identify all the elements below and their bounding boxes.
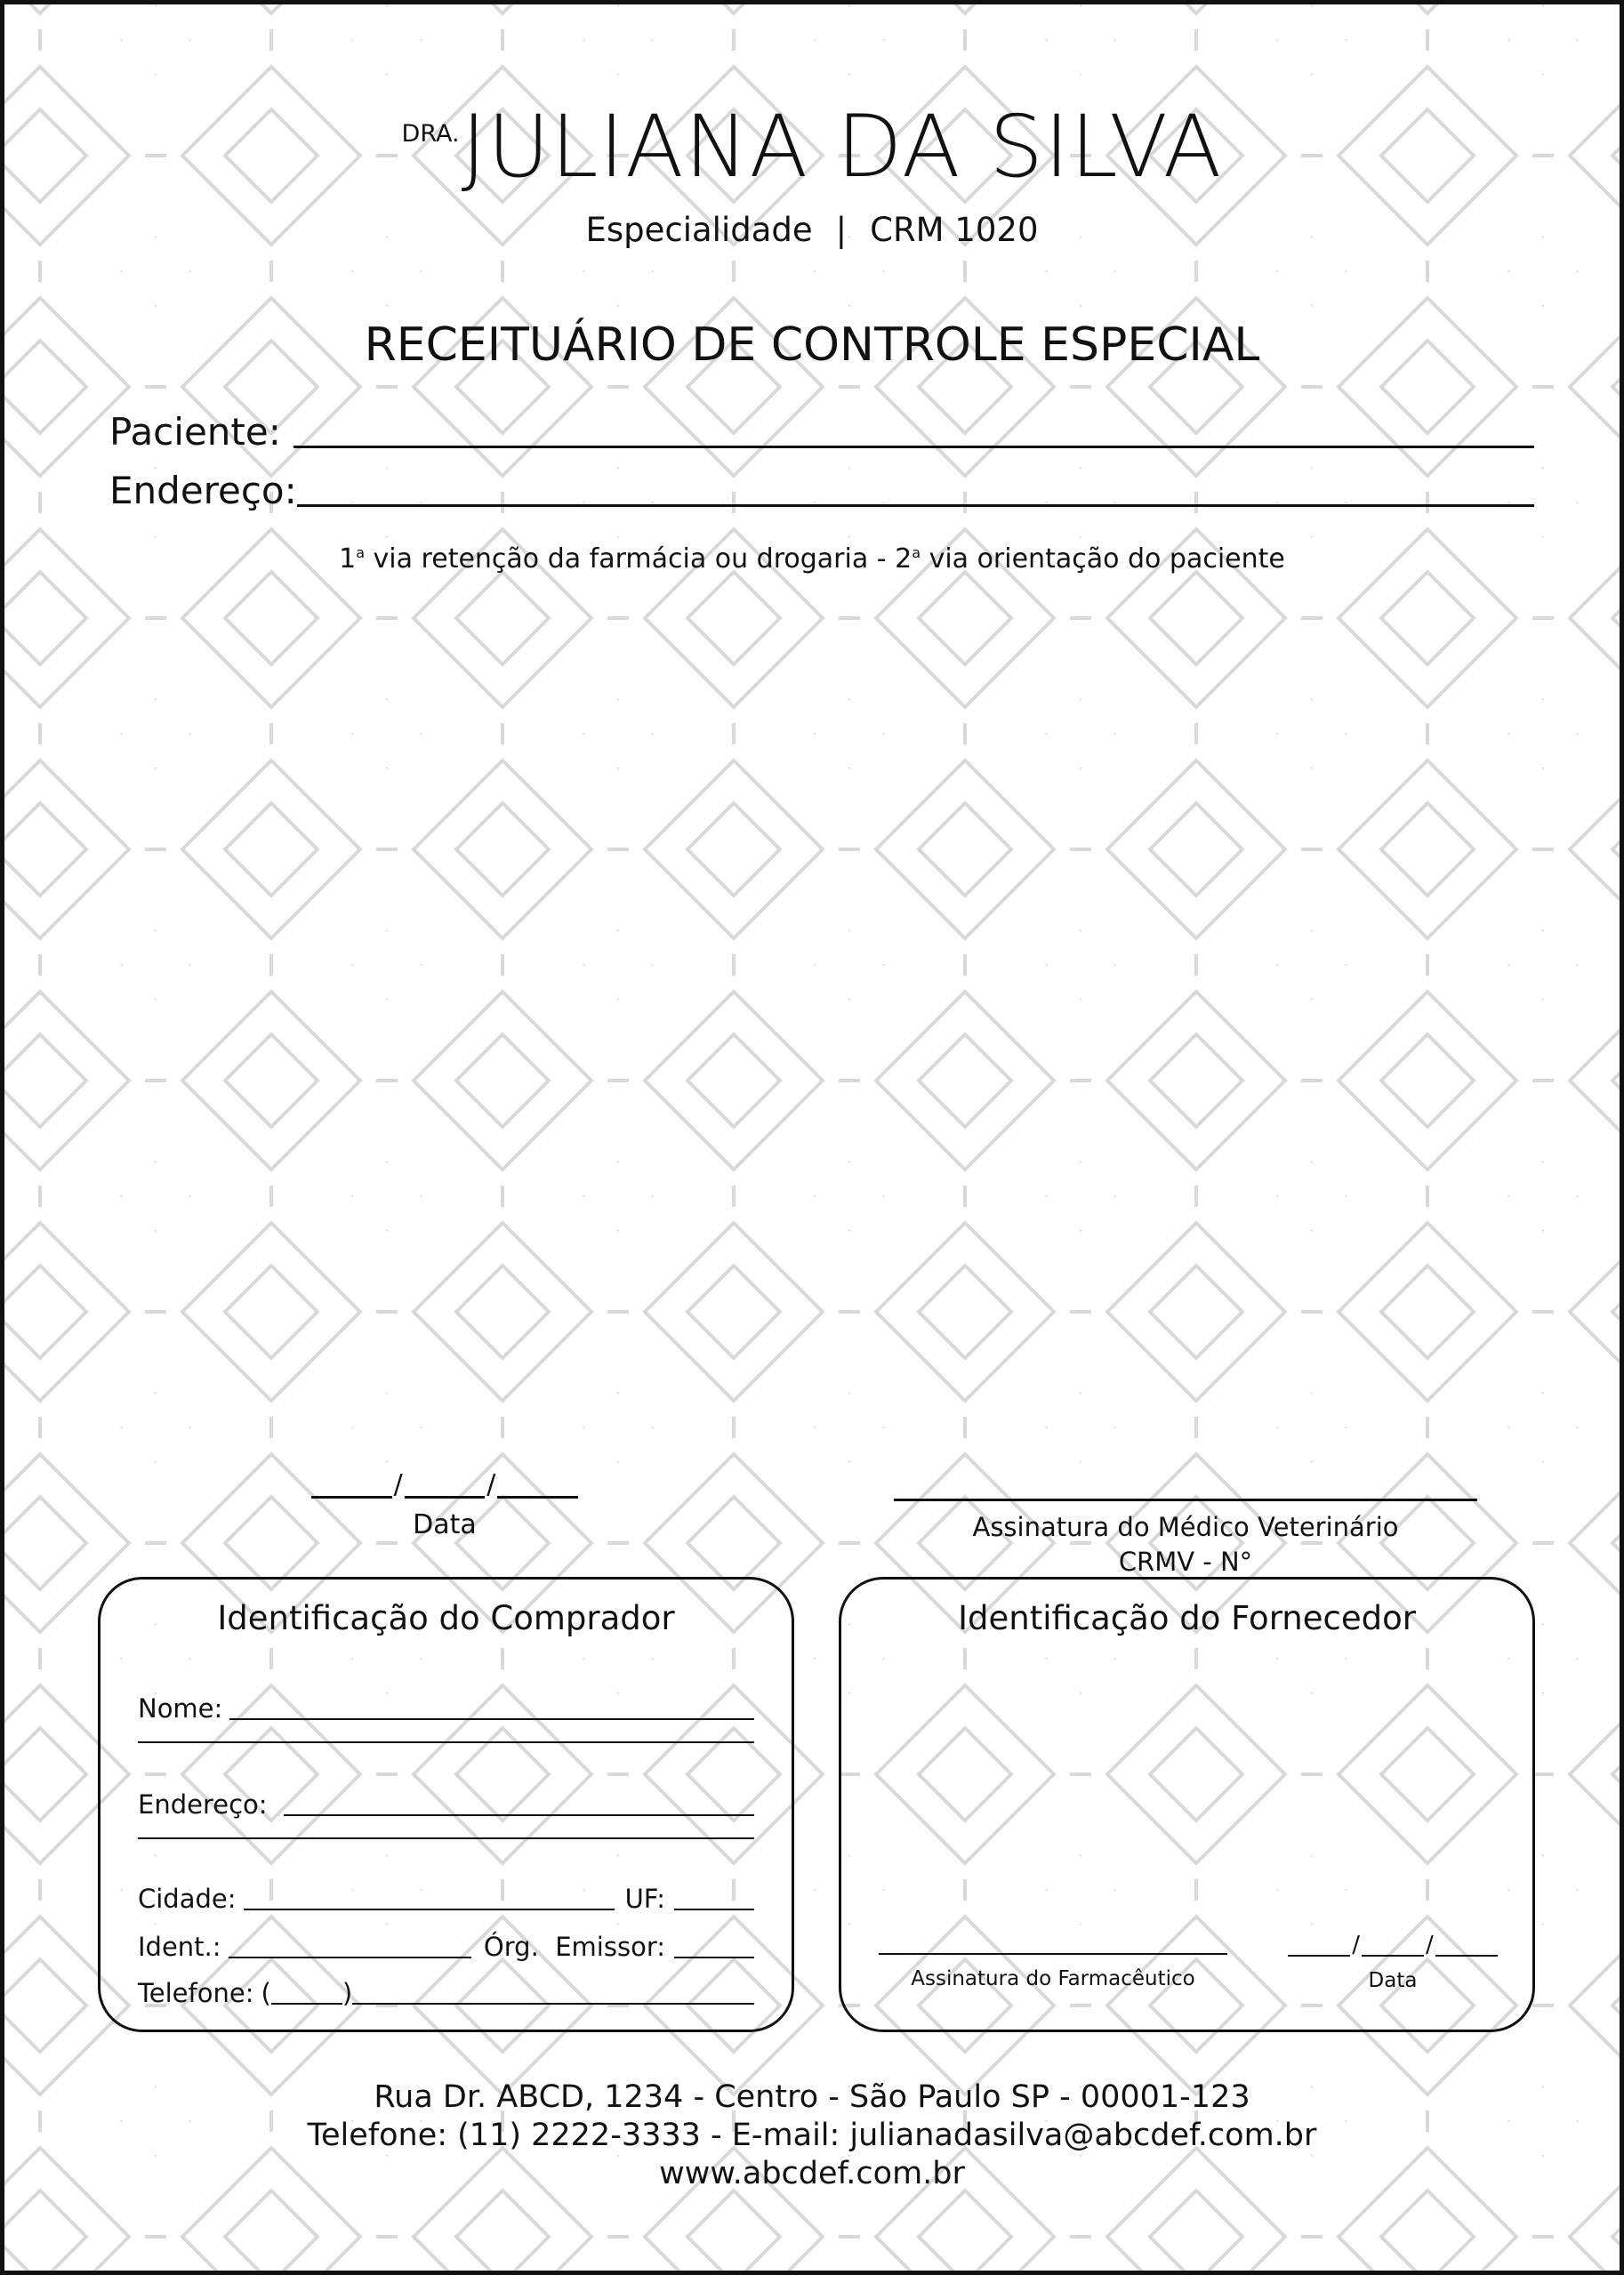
signature-label: Assinatura do Médico Veterinário bbox=[972, 1512, 1399, 1542]
buyer-uf-label: UF: bbox=[624, 1884, 665, 1914]
doctor-name: JULIANA DA SILVA bbox=[461, 97, 1223, 197]
date-day-line[interactable] bbox=[311, 1496, 392, 1499]
buyer-address-field[interactable] bbox=[138, 1789, 754, 1820]
buyer-issuer-label: Órg. Emissor: bbox=[483, 1932, 665, 1962]
prescription-date bbox=[311, 1463, 578, 1540]
via-2-number: 2 bbox=[895, 543, 912, 575]
supplier-date bbox=[1286, 1926, 1499, 1992]
buyer-ident-field[interactable] bbox=[138, 1932, 754, 1962]
buyer-name-label: Nome: bbox=[138, 1693, 223, 1724]
supplier-identification-box bbox=[839, 1577, 1535, 2032]
date-input-line[interactable] bbox=[311, 1463, 578, 1499]
via-1-number: 1 bbox=[339, 543, 357, 575]
supplier-date-day-line[interactable] bbox=[1288, 1955, 1350, 1957]
specialty-text: Especialidade bbox=[585, 211, 813, 249]
buyer-city-label: Cidade: bbox=[138, 1884, 237, 1914]
date-slash: / bbox=[486, 1469, 496, 1500]
date-slash: / bbox=[393, 1469, 403, 1500]
buyer-box-title: Identificação do Comprador bbox=[217, 1599, 675, 1637]
footer-address: Rua Dr. ABCD, 1234 - Centro - São Paulo SP - 00001-123 bbox=[374, 2079, 1250, 2115]
footer-contact-line: Telefone: (11) 2222-3333 - E-mail: julianadasilva@abcdef.com.br bbox=[307, 2118, 1317, 2153]
buyer-phone-label: Telefone: bbox=[138, 1978, 254, 2008]
buyer-phone-field[interactable] bbox=[138, 1978, 754, 2008]
buyer-city-line[interactable] bbox=[244, 1909, 615, 1910]
date-month-line[interactable] bbox=[405, 1496, 486, 1499]
buyer-city-field[interactable] bbox=[138, 1884, 754, 1914]
pharmacist-signature-label: Assinatura do Farmacêutico bbox=[911, 1967, 1195, 1990]
buyer-address-extra-line[interactable] bbox=[138, 1837, 754, 1839]
buyer-ident-line[interactable] bbox=[229, 1957, 471, 1958]
signature-line[interactable] bbox=[894, 1463, 1477, 1501]
buyer-phone-area-line[interactable] bbox=[271, 2003, 342, 2005]
document-title: RECEITUÁRIO DE CONTROLE ESPECIAL bbox=[364, 318, 1260, 372]
doctor-signature bbox=[894, 1463, 1477, 1580]
copy-instructions bbox=[4, 543, 1620, 575]
pharmacist-signature-line[interactable] bbox=[879, 1953, 1227, 1955]
address-label: Endereço: bbox=[109, 469, 297, 512]
buyer-address-line[interactable] bbox=[284, 1814, 754, 1816]
buyer-identification-box bbox=[98, 1577, 794, 2032]
pharmacist-signature bbox=[879, 1953, 1227, 1990]
buyer-name-line[interactable] bbox=[229, 1718, 754, 1720]
supplier-date-month-line[interactable] bbox=[1362, 1955, 1424, 1957]
buyer-name-extra-field[interactable] bbox=[138, 1741, 754, 1747]
buyer-ident-label: Ident.: bbox=[138, 1932, 221, 1962]
patient-label: Paciente: bbox=[109, 410, 281, 454]
supplier-date-label: Data bbox=[1368, 1969, 1418, 1992]
patient-input-line[interactable] bbox=[293, 446, 1534, 448]
phone-paren-close: ) bbox=[342, 1978, 353, 2008]
date-year-line[interactable] bbox=[497, 1496, 578, 1499]
buyer-address-extra-field[interactable] bbox=[138, 1837, 754, 1843]
via-1-text: via retenção da farmácia ou drogaria - bbox=[365, 543, 896, 575]
buyer-uf-line[interactable] bbox=[674, 1909, 754, 1910]
buyer-issuer-line[interactable] bbox=[674, 1957, 754, 1958]
doctor-header bbox=[4, 97, 1620, 197]
footer-contact bbox=[4, 2078, 1620, 2193]
buyer-name-extra-line[interactable] bbox=[138, 1741, 754, 1743]
supplier-date-year-line[interactable] bbox=[1435, 1955, 1498, 1957]
crmv-label: CRMV - N° bbox=[1118, 1547, 1253, 1578]
via-2-text: via orientação do paciente bbox=[921, 543, 1285, 575]
via-1-ordinal: a bbox=[356, 544, 366, 561]
doctor-title-prefix: DRA. bbox=[401, 120, 460, 148]
address-field[interactable] bbox=[109, 469, 1534, 512]
footer-website: www.abcdef.com.br bbox=[659, 2156, 965, 2191]
doctor-credentials bbox=[4, 211, 1620, 249]
patient-field[interactable] bbox=[109, 410, 1534, 454]
buyer-name-field[interactable] bbox=[138, 1693, 754, 1724]
phone-paren-open: ( bbox=[261, 1978, 271, 2008]
supplier-date-slash: / bbox=[1352, 1932, 1360, 1958]
supplier-box-title: Identificação do Fornecedor bbox=[958, 1599, 1416, 1637]
address-input-line[interactable] bbox=[297, 504, 1534, 507]
credentials-separator: | bbox=[835, 211, 848, 249]
supplier-date-line[interactable] bbox=[1286, 1926, 1499, 1957]
date-label: Data bbox=[413, 1509, 477, 1540]
registration-number: CRM 1020 bbox=[870, 211, 1039, 249]
via-2-ordinal: a bbox=[912, 544, 921, 561]
supplier-date-slash: / bbox=[1426, 1932, 1434, 1958]
buyer-phone-line[interactable] bbox=[352, 2003, 754, 2005]
buyer-address-label: Endereço: bbox=[138, 1789, 268, 1820]
